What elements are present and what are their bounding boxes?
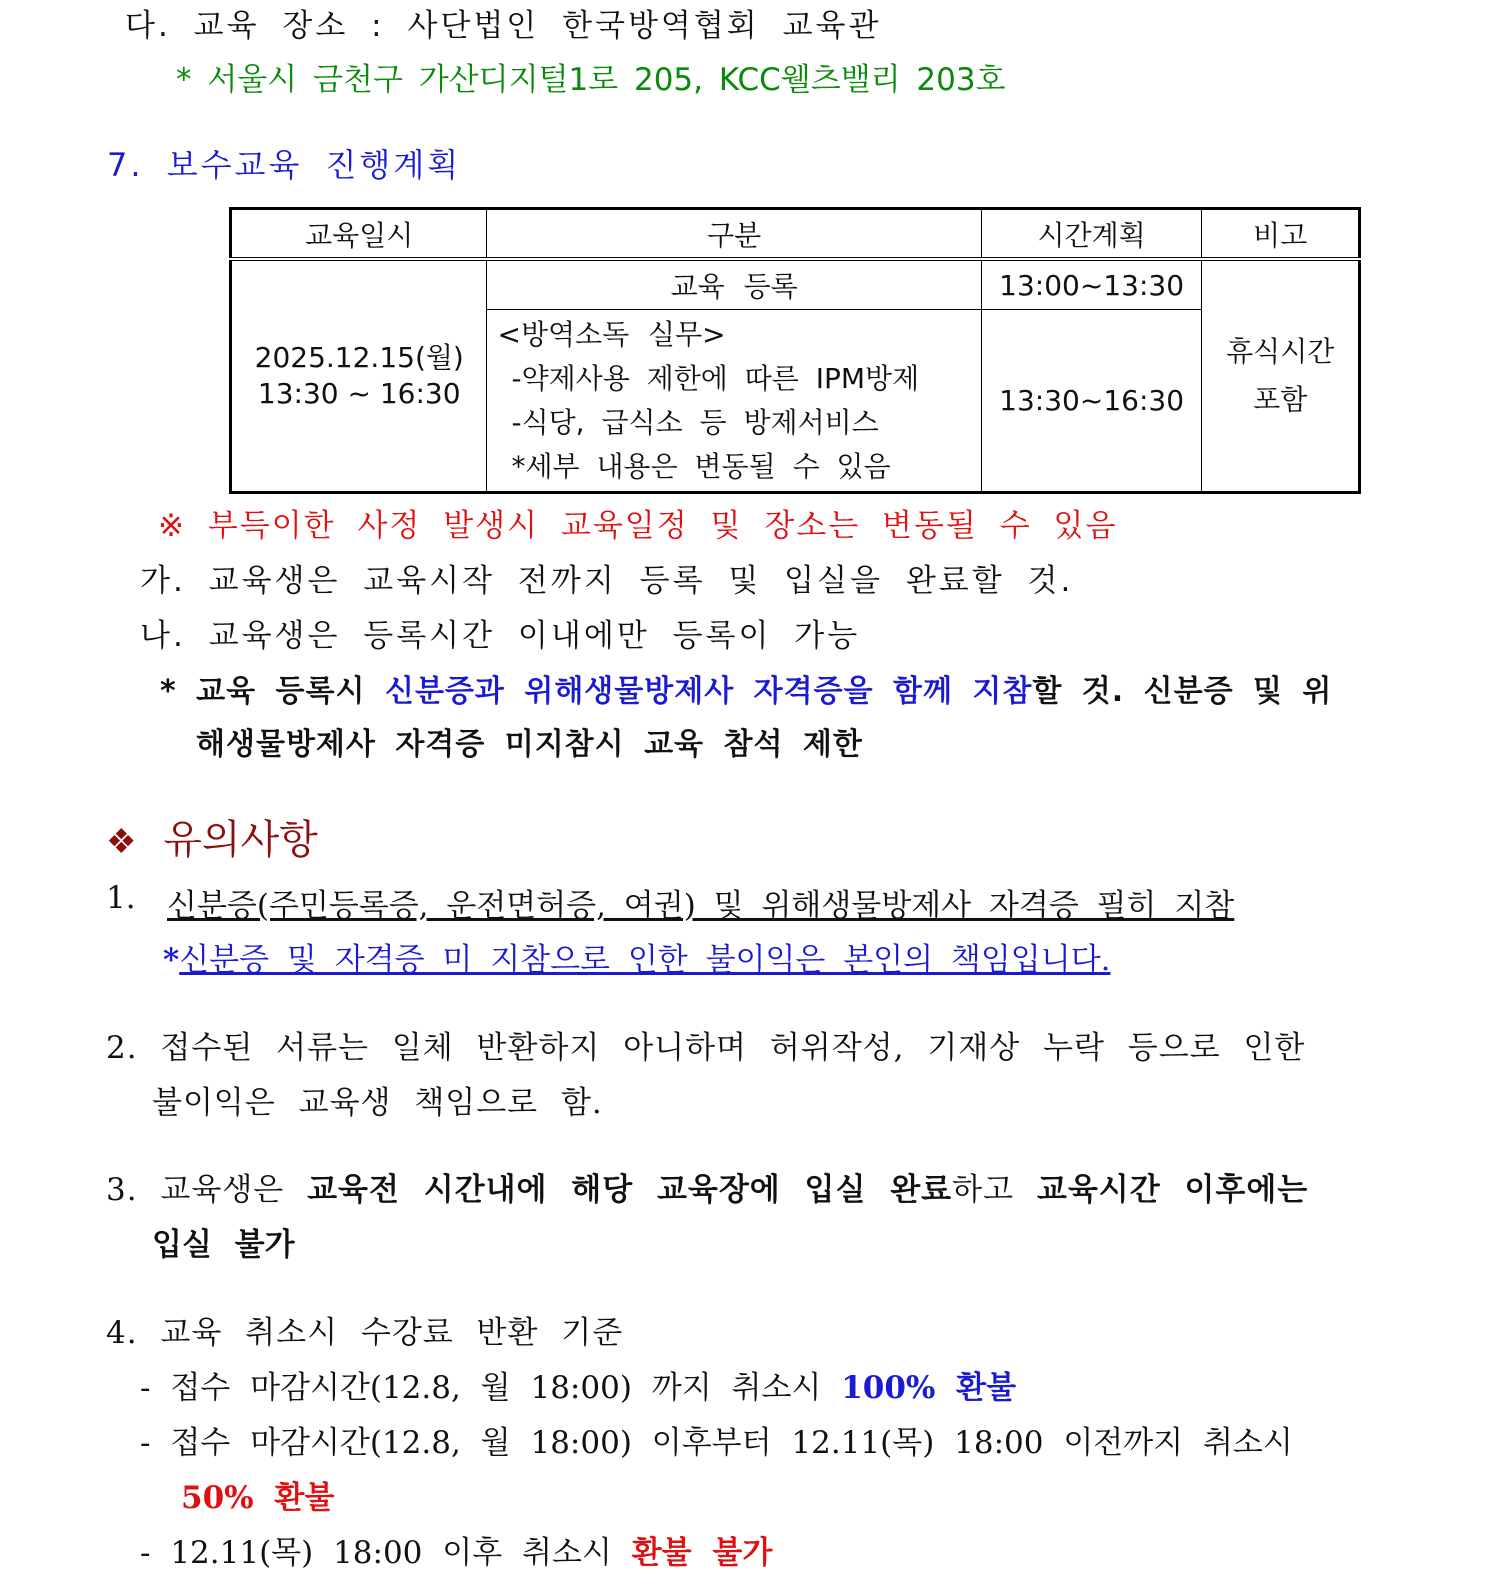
caution-3-part-4: 교육시간 이후에는	[1036, 1172, 1309, 1208]
cautions-title	[106, 808, 318, 865]
remarks-cell	[1202, 259, 1360, 493]
caution-3-line-2: 입실 불가	[152, 1227, 295, 1263]
registration-time-cell: 13:00~13:30	[981, 259, 1202, 310]
refund-rule-3	[140, 1527, 772, 1572]
caution-1-text: 신분증(주민등록증, 운전면허증, 여권) 및 위해생물방제사 자격증 필히 지참	[167, 888, 1235, 924]
header-date: 교육일시	[231, 209, 487, 260]
program-note: *세부 내용은 변동될 수 있음	[511, 449, 891, 483]
caution-1-star: *	[163, 942, 180, 978]
program-time-cell: 13:30~16:30	[981, 310, 1202, 493]
caution-3-part-2: 교육전 시간내에 해당 교육장에 입실 완료	[307, 1172, 953, 1208]
id-requirement-line-1	[160, 666, 1332, 710]
header-remarks: 비고	[1202, 209, 1360, 260]
program-title: <방역소독 실무>	[497, 317, 726, 351]
refund-rule-2-amount: 50% 환불	[181, 1480, 335, 1516]
caution-1-sub	[163, 934, 1111, 979]
venue-address: * 서울시 금천구 가산디지털1로 205, KCC웰츠밸리 203호	[176, 62, 1006, 98]
diamond-icon: ❖	[106, 822, 137, 862]
cautions-title-text: 유의사항	[163, 817, 318, 863]
remark-line-1: 휴식시간	[1226, 335, 1335, 368]
refund-rule-1-amount: 100% 환불	[841, 1370, 1017, 1406]
id-part-1: 교육 등록시	[196, 674, 366, 709]
program-item-2: -식당, 급식소 등 방제서비스	[511, 405, 879, 439]
refund-rule-1	[140, 1362, 1016, 1407]
remark-line-2: 포함	[1253, 383, 1308, 416]
caution-2-line-1: 2. 접수된 서류는 일체 반환하지 아니하며 허위작성, 기재상 누락 등으로 인한	[106, 1030, 1306, 1066]
refund-rule-3-text: - 12.11(목) 18:00 이후 취소시	[140, 1535, 612, 1571]
registration-cell: 교육 등록	[487, 259, 981, 310]
caution-1-sub-text: 신분증 및 자격증 미 지참으로 인한 불이익은 본인의 책임입니다.	[179, 942, 1111, 978]
schedule-table	[229, 207, 1361, 494]
schedule-date: 2025.12.15(월)	[254, 341, 464, 374]
venue-line: 다. 교육 장소 : 사단법인 한국방역협회 교육관	[125, 8, 882, 44]
program-item-1: -약제사용 제한에 따른 IPM방제	[511, 361, 920, 395]
program-cell	[487, 310, 981, 493]
caution-1-number: 1.	[106, 880, 136, 916]
section-title: 7. 보수교육 진행계획	[107, 146, 462, 184]
rule-ga: 가. 교육생은 교육시작 전까지 등록 및 입실을 완료할 것.	[140, 563, 1074, 599]
caution-3-part-3: 하고	[952, 1172, 1015, 1208]
id-part-3: 할 것. 신분증 및 위	[1032, 674, 1333, 709]
schedule-time-range: 13:30 ~ 16:30	[257, 377, 461, 410]
caution-3-line-1	[106, 1164, 1308, 1209]
refund-rule-1-text: - 접수 마감시간(12.8, 월 18:00) 까지 취소시	[140, 1370, 822, 1406]
id-star: *	[160, 674, 177, 709]
date-cell	[231, 259, 487, 493]
refund-rule-2: - 접수 마감시간(12.8, 월 18:00) 이후부터 12.11(목) 18:00 이전까지 취소시	[140, 1425, 1293, 1461]
table-row	[231, 259, 1360, 310]
header-time-plan: 시간계획	[981, 209, 1202, 260]
refund-rule-3-amount: 환불 불가	[631, 1535, 773, 1571]
id-part-2: 신분증과 위해생물방제사 자격증을 함께 지참	[384, 674, 1033, 709]
caution-2-line-2: 불이익은 교육생 책임으로 함.	[152, 1085, 603, 1121]
rule-na: 나. 교육생은 등록시간 이내에만 등록이 가능	[140, 618, 861, 654]
id-requirement-line-2: 해생물방제사 자격증 미지참시 교육 참석 제한	[196, 727, 863, 762]
header-category: 구분	[487, 209, 981, 260]
caution-4-title: 4. 교육 취소시 수강료 반환 기준	[106, 1315, 624, 1351]
caution-3-part-1: 3. 교육생은	[106, 1172, 285, 1208]
table-header-row	[231, 209, 1360, 260]
schedule-change-notice: ※ 부득이한 사정 발생시 교육일정 및 장소는 변동될 수 있음	[158, 508, 1118, 544]
